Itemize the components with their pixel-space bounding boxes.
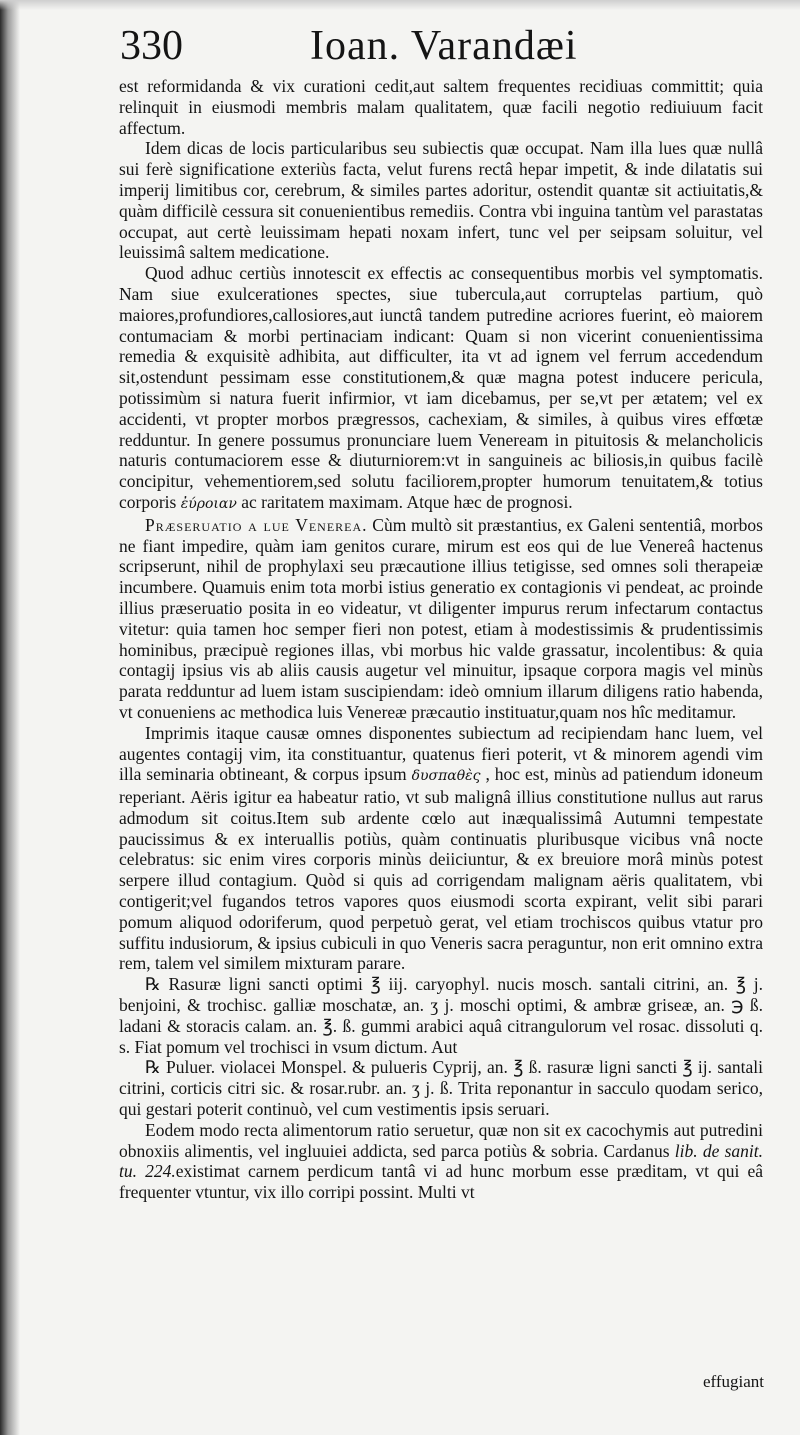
- paragraph-prognosis: [119, 263, 763, 515]
- paragraph-prognosis-text: Quod adhuc certiùs innotescit ex effectis ac consequentibus morbis vel symptomatis. Nam siue exulcerationes spectes, siue tubercula,aut corruptelas partium, quò maiores,profundiores,callosiores,aut iunctâ tandem putredine acriores fuerint, eò maiorem contumaciam & morbi pertinaciam indicant: Quam si non vicerint conuenientissima remedia & exquisitè adhibita, aut difficulter, ita vt ad ignem vel ferrum accedendum sit,ostendunt pessimam esse constitutionem,& quæ magna potest inducere pericula, potissimùm si natura fuerit infirmior, vt iam dicebamus, per se,vt per ætatem; vel ex accidenti, vt propter morbos prægressos, cachexiam, & similes, à quibus vires effœtæ redduntur. In genere possumus pronunciare luem Veneream in pituitosis & melancholicis naturis contumaciorem esse & diuturniorem:vt in sanguineis ac biliosis,in quibus facilè concipitur, vehementiorem,sed solutu faciliorem,propter humorum tenuitatem,& totius corporis: [119, 263, 763, 512]
- citation-work: lib. de sanit. tu. 224.: [119, 1140, 763, 1182]
- paragraph-praeseruatio-text: Cùm multò sit præstantius, ex Galeni sententiâ, morbos ne fiant impedire, quàm iam genitos curare, mirum est eos qui de lue Venereâ hactenus scripserunt, nihil de prophylaxi seu præcautione illius tetigisse, sed omnes soli therapeiæ incumbere. Quamuis enim tota morbi istius generatio ex contagionis vi pendeat, ac proinde illius præseruatio posita in eo videatur, vt diligenter impurus rerum infectarum contactus vitetur: quia tamen hoc semper fieri non potest, etiam à modestissimis & prudentissimis hominibus, præcipuè regiones illas, vbi morbus hic valde grassatur, incolentibus: & quia contagij ipsius vis ab aliis causis augetur vel minuitur, ipsaque corpora magis vel minùs parata redduntur ad luem istam suscipiendam: ideò omnium illarum diligens ratio habenda, vt conueniens ac methodica luis Venereæ præcautio instituatur,quam nos hîc meditamur.: [119, 514, 763, 722]
- greek-term-impassible: δυσπαθὲς: [411, 768, 481, 785]
- running-title: Ioan. Varandæi: [310, 23, 578, 69]
- page-number: 330: [120, 23, 183, 69]
- paragraph-alimentorum: [119, 1120, 763, 1203]
- citation-author: Cardanus: [603, 1140, 670, 1161]
- catchword: effugiant: [702, 1372, 764, 1391]
- paragraph-locis: Idem dicas de locis particularibus seu subiectis quæ occupat. Nam illa lues quæ nullâ sui ferè significatione exteriùs facta, velut furens rectâ hepar impetit, & inde dilatatis sui imperij limitibus cor, cerebrum, & similes partes adoritur, ostendit quantæ sit actiuitatis,& quàm difficilè cessura sit conuenientibus remediis. Contra vbi inguina tantùm vel parastatas occupat, aut certè leuissimam hepati noxam infert, tunc vel per seipsam soluitur, vel leuissimâ saltem medicatione.: [119, 138, 763, 263]
- paragraph-continuation: est reformidanda & vix curationi cedit,aut saltem frequentes recidiuas committit; quia relinquit in eiusmodi membris malam qualitatem, quæ facili negotio rediuiuum facit affectum.: [119, 76, 763, 138]
- paragraph-imprimis-end: , hoc est, minùs ad patiendum idoneum reperiant. Aëris igitur ea habeatur ratio, vt sub malignâ illius constitutione nullus aut rarus admodum sit coitus.Item sub ardente cœlo aut inæqualissimâ Autumni tempestate paucissimus & ex interuallis potiùs, quàm continuatis pluribusque vicibus vnâ nocte celebratus: sic enim vires corporis minùs deiiciuntur, & ex breuiore morâ minùs potest serpere illud contagium. Quòd si quis ad corrigendam malignam aëris qualitatem, vbi contigerit;vel fugandos tetros vapores quos eiusmodi scorta expirant, velit sibi parari pomum aliquod odoriferum, quod perpetuò gerat, vel etiam trochiscos quibus vtatur pro suffitu indusiorum, & ipsius cubiculi in quo Veneris sacra peraguntur, non erit omnino extra rem, talem vel similem mixturam parare.: [119, 764, 764, 974]
- paragraph-prognosis-end: ac raritatem maximam. Atque hæc de prognosi.: [241, 491, 573, 512]
- paragraph-alimentorum-text: Eodem modo recta alimentorum ratio seruetur, quæ non sit ex cacochymis aut putredini obnoxiis alimentis, vel ingluuiei addicta, sed parca potiùs & sobria.: [119, 1119, 763, 1161]
- page-binding-shadow: [0, 0, 20, 1435]
- page-header: [120, 18, 780, 74]
- body-text: [119, 76, 763, 1203]
- recipe-one: ℞ Rasuræ ligni sancti optimi ℥ iij. caryophyl. nucis mosch. santali citrini, an. ℥ j. benjoini, & trochisc. galliæ moschatæ, an. ʒ j. moschi optimi, & ambræ griseæ, an. ℈ ß. ladani & storacis calam. an. ℥. ß. gummi arabici aquâ citrangulorum vel rosac. dissoluti q. s. Fiat pomum vel trochisci in vsum dictum. Aut: [119, 974, 763, 1057]
- paragraph-imprimis-text: Imprimis itaque causæ omnes disponentes subiectum ad recipiendam hanc luem, vel augentes contagij vim, ita constituantur, quatenus fieri poterit, vt & minorem agendi vim illa seminaria obtineant, & corpus ipsum: [119, 722, 763, 785]
- paragraph-alimentorum-end: existimat carnem perdicum tantâ vi ad hunc morbum esse præditam, vt qui eâ frequenter vtuntur, vix illo corripi possint. Multi vt: [119, 1161, 763, 1203]
- page-top-shadow: [0, 0, 800, 10]
- paragraph-imprimis: [119, 723, 763, 975]
- greek-term-porosity: ἐύροιαν: [180, 495, 237, 512]
- recipe-two: ℞ Puluer. violacei Monspel. & pulueris Cyprij, an. ℥ ß. rasuræ ligni sancti ℥ ij. santali citrini, corticis citri sic. & rosar.rubr. an. ʒ j. ß. Trita reponantur in sacculo quodam serico, qui gestari poterit continuò, vel cum vestimentis ipsis seruari.: [119, 1057, 763, 1120]
- paragraph-praeseruatio: [119, 515, 763, 723]
- section-heading: Præseruatio a lue Venerea.: [145, 514, 368, 535]
